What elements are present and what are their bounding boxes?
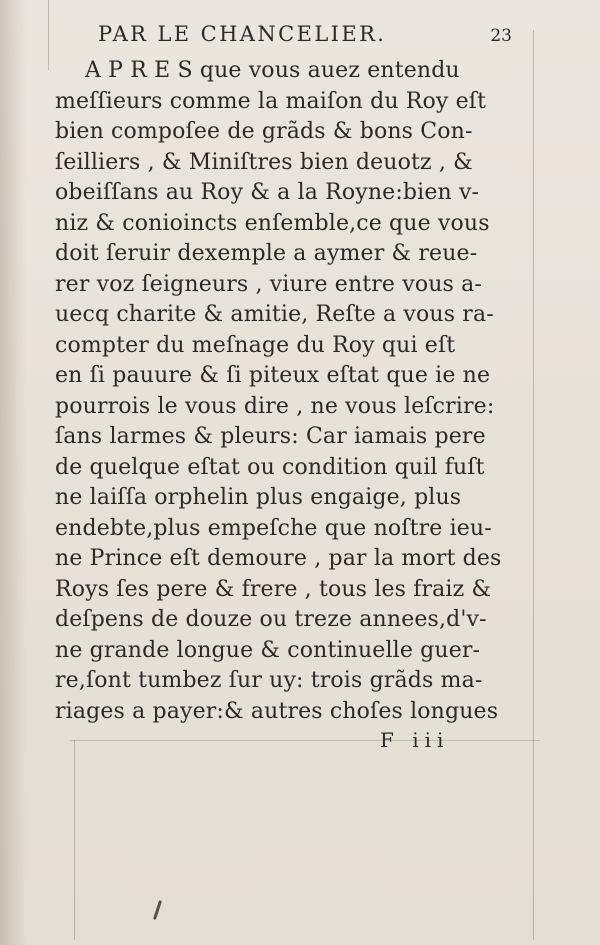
text-line: bien compoſee de grãds & bons Con- (55, 119, 473, 144)
text-line: deſpens de douze ou treze annees,d'v- (55, 607, 487, 632)
running-head-title: PAR LE CHANCELIER. (98, 22, 387, 46)
text-line: meſſieurs comme la maiſon du Roy eſt (55, 88, 487, 114)
text-line: ſans larmes & pleurs: Car iamais pere (55, 424, 486, 449)
text-line: doit ſeruir dexemple a aymer & reue- (55, 241, 478, 266)
text-line: rer voz ſeigneurs , viure entre vous a- (55, 271, 482, 297)
text-line: niz & conioincts enſemble,ce que vous (55, 210, 490, 236)
text-line: compter du meſnage du Roy qui eſt (55, 332, 456, 358)
text-line: re,ſont tumbez ſur uy: trois grãds ma- (55, 668, 483, 693)
ink-mark (153, 900, 162, 920)
text-line: de quelque eſtat ou condition quil fuſt (55, 454, 485, 480)
page-number: 23 (490, 26, 512, 46)
right-margin-rule (533, 30, 534, 940)
text-line: uecq charite & amitie, Reſte a vous ra- (55, 302, 494, 327)
left-margin-rule (48, 0, 49, 70)
signature-mark: F iii (380, 728, 450, 752)
text-line: A P R E S que vous auez entendu (85, 58, 460, 83)
text-line: obeiſſans au Roy & a la Royne:bien v- (55, 180, 480, 205)
text-line: ne laiſſa orphelin plus engaige, plus (55, 485, 462, 510)
text-line: Roys ſes pere & frere , tous les fraiz & (55, 576, 492, 602)
text-line: en ſi pauure & ſi piteux eſtat que ie ne (55, 363, 491, 388)
text-line: endebte,plus empeſche que noſtre ieu- (55, 515, 492, 541)
text-line: pourrois le vous dire , ne vous leſcrire: (55, 393, 495, 419)
bottom-text-rule (70, 740, 540, 741)
left-margin-rule-lower (74, 740, 75, 940)
text-line: ne Prince eſt demoure , par la mort des (55, 546, 502, 571)
text-line: ne grande longue & continuelle guer- (55, 637, 481, 663)
text-line: riages a payer:& autres choſes longues (55, 698, 499, 724)
body-text (55, 56, 525, 727)
text-line: ſeilliers , & Miniſtres bien deuotz , & (55, 149, 473, 175)
running-head (98, 18, 518, 52)
spine-shadow (0, 0, 26, 945)
